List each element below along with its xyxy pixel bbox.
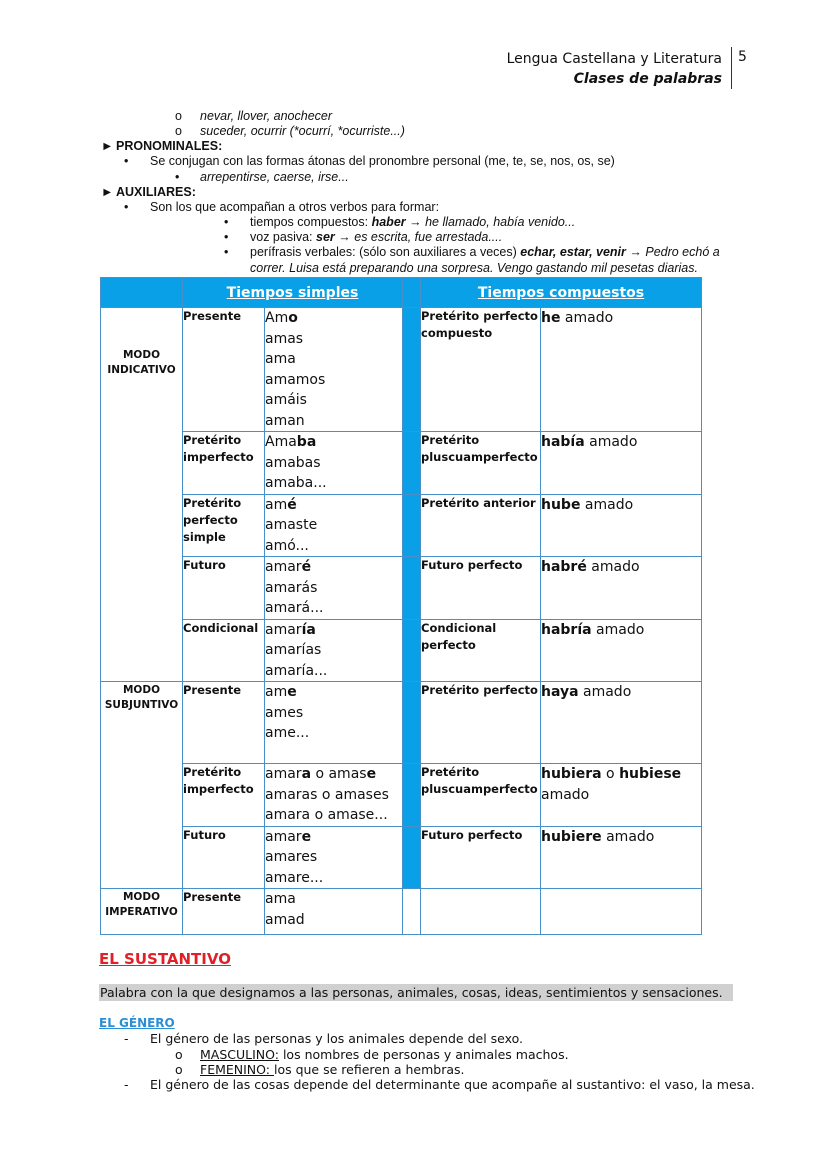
verb-form <box>265 495 402 516</box>
bullet-dot: • <box>224 245 229 259</box>
tense-name: Condicional <box>183 619 265 682</box>
verb-form: aman <box>265 412 305 429</box>
verb-form: amaras o amases <box>265 786 389 803</box>
verb-form <box>265 308 402 329</box>
auxiliares-text: Son los que acompañan a otros verbos para formar: <box>150 200 440 214</box>
verb-form <box>265 557 402 578</box>
verb-form: amaba... <box>265 475 327 491</box>
tense-name: Pretérito imperfecto <box>183 432 265 495</box>
participle: amado <box>580 496 634 513</box>
verb-form: amará... <box>265 600 324 616</box>
verb-stem: Am <box>265 310 289 326</box>
mode-label-line: IMPERATIVO <box>105 906 178 918</box>
compound-tense-name: Pretérito perfecto compuesto <box>421 308 541 432</box>
separator-bar <box>403 682 421 764</box>
aux-verb: haber <box>371 215 406 229</box>
empty-cell <box>541 889 702 935</box>
aux-form: he <box>541 310 561 326</box>
aux-form: haya <box>541 684 579 700</box>
compound-form <box>541 764 702 827</box>
feminine-text: los que se refieren a hembras. <box>273 1062 465 1077</box>
table-row <box>101 494 702 557</box>
bullet-dot: • <box>175 170 180 184</box>
bullet-circle: o <box>175 109 182 123</box>
feminine-label: FEMENINO: <box>200 1062 274 1077</box>
mode-label-line: MODO <box>122 891 161 903</box>
bullet-circle: o <box>175 1062 183 1077</box>
table-row <box>101 682 702 764</box>
compound-form <box>541 557 702 620</box>
verb-stem: amar <box>265 621 302 638</box>
compound-tense-name: Futuro perfecto <box>421 557 541 620</box>
verb-ending: ba <box>296 434 317 450</box>
verb-forms <box>265 826 403 889</box>
verb-form <box>265 432 402 453</box>
verb-form: ama <box>265 351 296 367</box>
bullet-circle: o <box>175 124 182 138</box>
bullet-circle: o <box>175 1047 183 1062</box>
tense-name: Pretérito perfecto simple <box>183 494 265 557</box>
verb-form: amara o amase... <box>265 807 388 823</box>
compound-tense-name: Futuro perfecto <box>421 826 541 889</box>
verb-ending: é <box>287 496 297 513</box>
pronominales-example: arrepentirse, caerse, irse... <box>200 170 349 184</box>
participle: amado <box>584 434 638 450</box>
feminine-item <box>200 1062 464 1077</box>
header-compound-tenses: Tiempos compuestos <box>421 278 702 308</box>
pronominales-text: Se conjugan con las formas átonas del pronombre personal (me, te, se, nos, os, se) <box>150 154 615 168</box>
header-simple-tenses: Tiempos simples <box>183 278 403 308</box>
mode-label-line: SUBJUNTIVO <box>104 699 179 711</box>
mode-label-line: MODO <box>122 684 161 696</box>
conjugation-table <box>100 277 702 935</box>
verb-form: amad <box>265 911 305 928</box>
aux-form: hubiera <box>541 766 602 782</box>
bullet-dot: • <box>224 230 229 244</box>
empty-cell <box>403 889 421 935</box>
subject-title: Lengua Castellana y Literatura <box>506 51 722 67</box>
pronominales-heading: PRONOMINALES: <box>116 139 223 153</box>
verb-stem: o amas <box>311 766 367 782</box>
separator-bar <box>403 432 421 495</box>
separator-bar <box>403 308 421 432</box>
verb-form <box>265 682 402 703</box>
participle: amado <box>541 786 590 803</box>
compound-form <box>541 826 702 889</box>
dash-bullet: - <box>124 1031 129 1046</box>
table-row <box>101 308 702 432</box>
compound-tense-name: Pretérito perfecto <box>421 682 541 764</box>
header-divider <box>731 47 732 89</box>
mode-cell-imperativo <box>101 889 183 935</box>
verb-form: ames <box>265 704 304 721</box>
verb-forms <box>265 432 403 495</box>
aux-item-label: perífrasis verbales: (sólo son auxiliares a veces) <box>250 245 521 259</box>
verb-forms <box>265 764 403 827</box>
verb-form: amas <box>265 330 304 347</box>
verb-form: ama <box>265 891 296 907</box>
empty-cell <box>421 889 541 935</box>
verb-stem: am <box>265 496 288 513</box>
aux-example: he llamado, había venido... <box>425 215 576 229</box>
verb-form: amares <box>265 849 318 865</box>
verb-stem: amar <box>265 828 302 845</box>
compound-form <box>541 494 702 557</box>
tense-name: Presente <box>183 889 265 935</box>
verb-ending: o <box>288 310 298 326</box>
participle: amado <box>578 684 632 700</box>
table-row <box>101 432 702 495</box>
aux-periphrasis-continuation: correr. Luisa está preparando una sorpresa. Vengo gastando mil pesetas diarias. <box>250 261 698 275</box>
section-title-sustantivo: EL SUSTANTIVO <box>99 950 231 968</box>
verb-form: amarás <box>265 579 318 596</box>
verb-ending: é <box>301 559 312 575</box>
compound-form <box>541 682 702 764</box>
auxiliares-heading: AUXILIARES: <box>116 185 196 199</box>
arrow-bullet-icon: ► <box>101 139 114 153</box>
mode-label-line: MODO <box>122 349 161 361</box>
aux-form: hubiere <box>541 828 602 845</box>
section-title: Clases de palabras <box>573 71 722 87</box>
masculine-label: MASCULINO: <box>200 1047 279 1062</box>
aux-form: habría <box>541 621 592 638</box>
aux-form: habré <box>541 559 587 575</box>
verb-form: amarías <box>265 642 322 658</box>
mode-label <box>101 682 182 713</box>
verb-form: amaste <box>265 517 318 533</box>
table-header-row <box>101 278 702 308</box>
verb-form: amáis <box>265 392 307 408</box>
table-row <box>101 764 702 827</box>
verb-form <box>265 620 402 641</box>
aux-verb: echar, estar, venir <box>520 245 626 259</box>
masculine-text: los nombres de personas y animales machos. <box>278 1047 569 1062</box>
aux-form: había <box>541 434 585 450</box>
table-row <box>101 826 702 889</box>
page-header <box>507 49 722 89</box>
participle: amado <box>591 621 645 638</box>
gender-rule-1: El género de las personas y los animales depende del sexo. <box>150 1031 524 1046</box>
verb-forms <box>265 619 403 682</box>
table-row <box>101 889 702 935</box>
verb-ending: a <box>301 766 312 782</box>
header-cell <box>101 278 183 308</box>
mode-cell-subjuntivo <box>101 682 183 889</box>
aux-example: → Pedro echó a <box>625 245 720 259</box>
separator-bar <box>403 826 421 889</box>
separator-bar <box>403 557 421 620</box>
aux-form: hubiese <box>619 766 682 782</box>
aux-item-periphrasis <box>250 245 720 260</box>
bullet-dot: • <box>224 215 229 229</box>
impersonal-verbs-1: nevar, llover, anochecer <box>200 109 333 123</box>
conjunction: o <box>601 766 620 782</box>
verb-ending: e <box>366 766 377 782</box>
verb-forms <box>265 494 403 557</box>
aux-example: → es escrita, fue arrestada.... <box>334 230 503 244</box>
tense-name: Presente <box>183 682 265 764</box>
tense-name: Presente <box>183 308 265 432</box>
verb-form: ame... <box>265 725 310 741</box>
mode-cell-indicativo <box>101 308 183 682</box>
bullet-dot: • <box>124 154 129 168</box>
arrow-text: → <box>405 215 426 229</box>
verb-stem: amar <box>265 559 302 575</box>
verb-form: amabas <box>265 454 321 471</box>
definition-text: Palabra con la que designamos a las personas, animales, cosas, ideas, sentimientos y sensaciones. <box>100 985 723 1000</box>
subsection-title-genero: EL GÉNERO <box>99 1016 175 1030</box>
tense-name: Futuro <box>183 826 265 889</box>
verb-forms <box>265 682 403 764</box>
compound-form <box>541 619 702 682</box>
mode-label <box>101 889 182 920</box>
compound-tense-name: Pretérito pluscuamperfecto <box>421 432 541 495</box>
verb-ending: e <box>301 828 312 845</box>
mode-label-line: INDICATIVO <box>107 364 176 376</box>
verb-form: amamos <box>265 371 326 388</box>
compound-form <box>541 308 702 432</box>
compound-tense-name: Pretérito anterior <box>421 494 541 557</box>
verb-form: amó... <box>265 537 309 554</box>
aux-form: hube <box>541 496 581 513</box>
aux-item-compound <box>250 215 575 230</box>
tense-name: Pretérito imperfecto <box>183 764 265 827</box>
compound-tense-name: Condicional perfecto <box>421 619 541 682</box>
verb-forms <box>265 889 403 935</box>
table-row <box>101 557 702 620</box>
verb-ending: e <box>287 684 297 700</box>
arrow-bullet-icon: ► <box>101 185 114 199</box>
separator-bar <box>403 764 421 827</box>
aux-item-label: tiempos compuestos: <box>250 215 372 229</box>
gender-rule-2: El género de las cosas depende del determinante que acompañe al sustantivo: el vaso, la mesa. <box>150 1077 755 1092</box>
header-cell <box>403 278 421 308</box>
verb-forms <box>265 557 403 620</box>
impersonal-verbs-2: suceder, ocurrir (*ocurrí, *ocurriste...) <box>200 124 405 138</box>
verb-stem: amar <box>265 766 302 782</box>
tense-name: Futuro <box>183 557 265 620</box>
aux-verb: ser <box>316 230 335 244</box>
verb-form <box>265 827 402 848</box>
compound-tense-name: Pretérito pluscuamperfecto <box>421 764 541 827</box>
participle: amado <box>560 310 614 326</box>
compound-form <box>541 432 702 495</box>
participle: amado <box>601 828 655 845</box>
verb-ending: ía <box>301 621 316 638</box>
participle: amado <box>586 559 640 575</box>
separator-bar <box>403 494 421 557</box>
verb-stem: Ama <box>265 434 297 450</box>
verb-form: amare... <box>265 869 324 886</box>
verb-form <box>265 764 402 785</box>
separator-bar <box>403 619 421 682</box>
masculine-item <box>200 1047 569 1062</box>
dash-bullet: - <box>124 1077 129 1092</box>
verb-form: amaría... <box>265 662 328 679</box>
verb-forms <box>265 308 403 432</box>
bullet-dot: • <box>124 200 129 214</box>
mode-label <box>101 308 182 378</box>
page-number: 5 <box>738 49 747 65</box>
verb-stem: am <box>265 684 288 700</box>
aux-item-passive <box>250 230 502 245</box>
table-row <box>101 619 702 682</box>
aux-item-label: voz pasiva: <box>250 230 317 244</box>
compound-form-line <box>541 764 701 785</box>
